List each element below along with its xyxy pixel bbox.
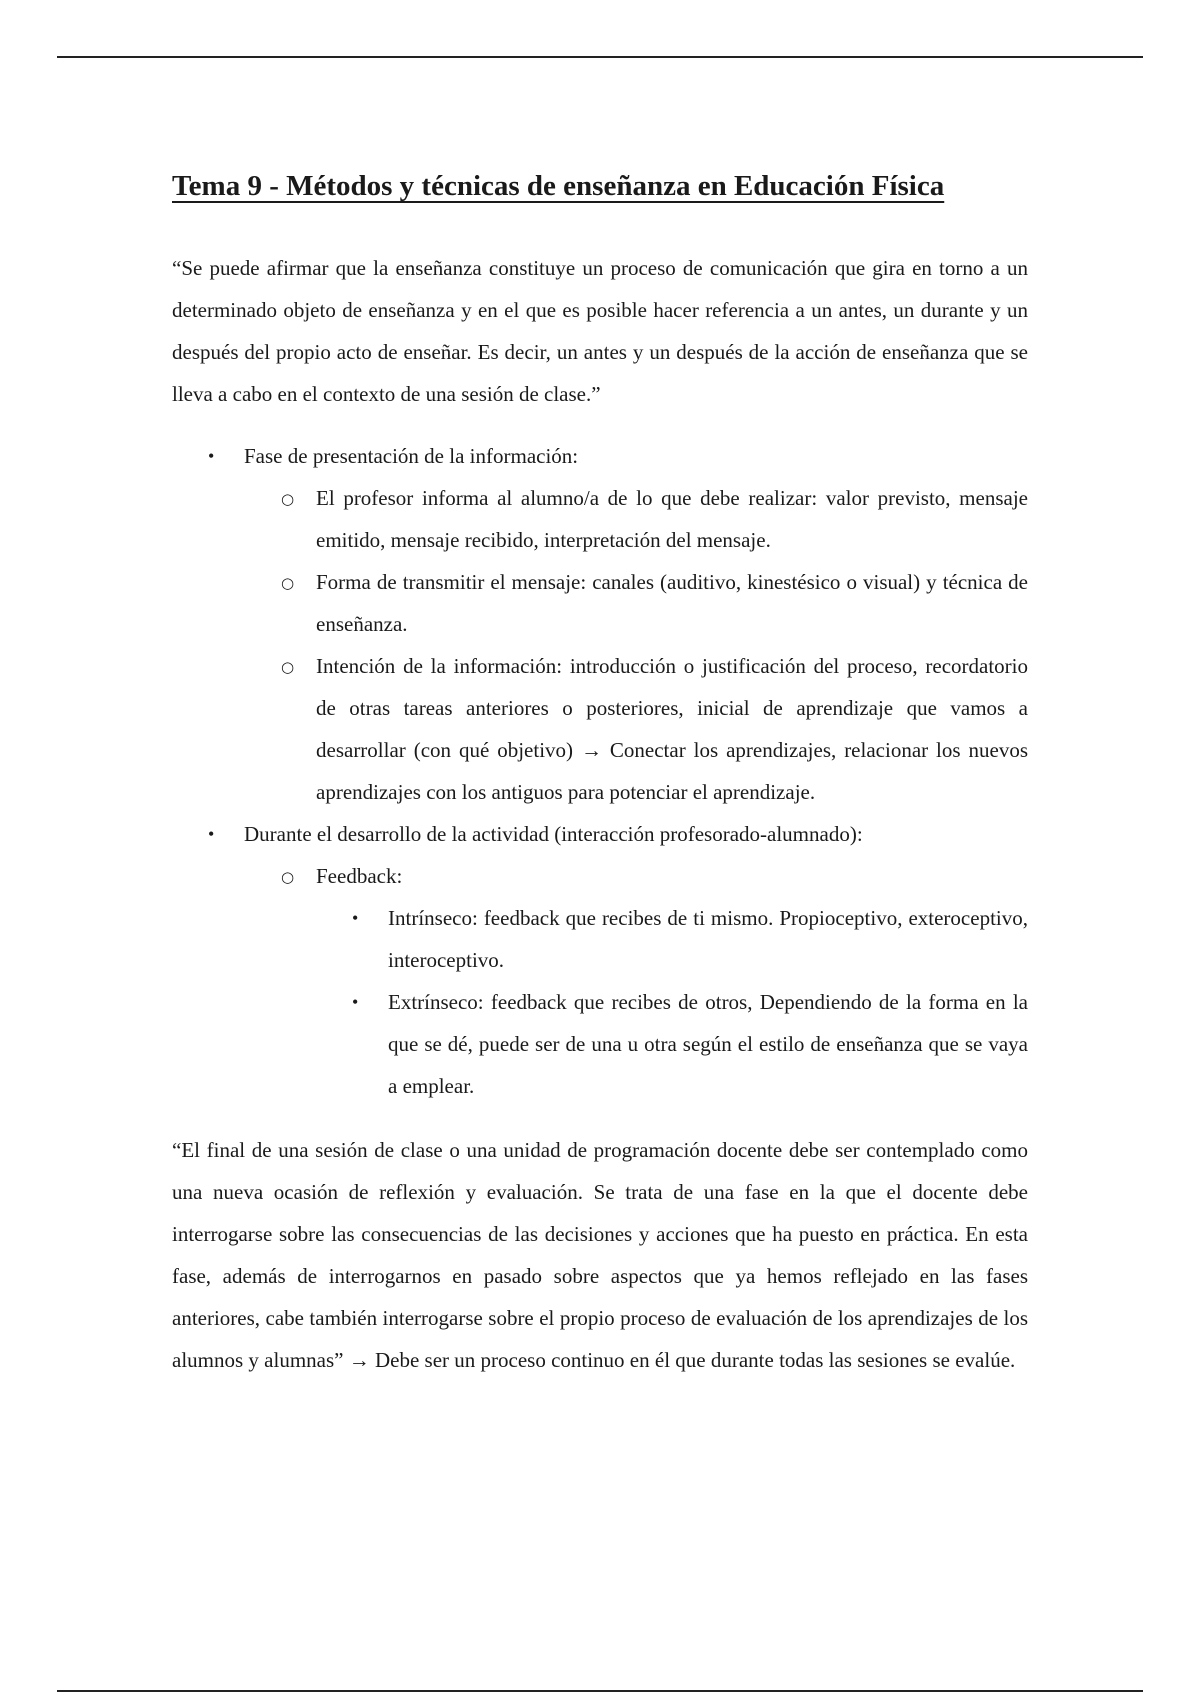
presentation-sublist [244,477,1028,813]
list-item-phase-development [172,813,1028,1107]
list-item [244,561,1028,645]
list-item-text: El profesor informa al alumno/a de lo que debe realizar: valor previsto, mensaje emitido, mensaje recibido, interpretación del mensaje. [316,486,1028,552]
feedback-label: Feedback: [316,864,403,888]
circle-bullet-icon: ○ [281,574,295,592]
list-item-text: Forma de transmitir el mensaje: canales (auditivo, kinestésico o visual) y técnica de enseñanza. [316,570,1028,636]
bullet-icon: • [352,908,359,928]
page-title: Tema 9 - Métodos y técnicas de enseñanza en Educación Física [172,170,945,202]
bullet-icon: • [208,824,215,844]
closing-quote: “El final de una sesión de clase o una unidad de programación docente debe ser contemplado como una nueva ocasión de reflexión y evaluación. Se trata de una fase en la que el docente debe interrogarse sobre las consecuencias de las decisiones y acciones que ha puesto en práctica. En esta fase, además de interrogarnos en pasado sobre aspectos que ya hemos reflejado en las fases anteriores, cabe también interrogarse sobre el propio proceso de evaluación de los aprendizajes de los alumnos y alumnas” → Debe ser un proceso continuo en él que durante todas las sesiones se evalúe. [172,1138,1028,1372]
list-item-text: Intrínseco: feedback que recibes de ti mismo. Propioceptivo, exteroceptivo, interoceptivo. [388,906,1028,972]
circle-bullet-icon: ○ [281,658,295,676]
bullet-icon: • [208,446,215,466]
list-item-phase-presentation [172,435,1028,813]
feedback-sublist [316,897,1028,1107]
intro-quote: “Se puede afirmar que la enseñanza constituye un proceso de comunicación que gira en torno a un determinado objeto de enseñanza y en el que es posible hacer referencia a un antes, un durante y un después del propio acto de enseñar. Es decir, un antes y un después de la acción de enseñanza que se lleva a cabo en el contexto de una sesión de clase.” [172,256,1028,406]
phase-label: Durante el desarrollo de la actividad (interacción profesorado-alumnado): [244,822,863,846]
phase-label: Fase de presentación de la información: [244,444,579,468]
document-body [172,165,1028,1381]
list-item [316,981,1028,1107]
bullet-icon: • [352,992,359,1012]
footer-rule [57,1690,1143,1692]
phases-list [172,435,1028,1107]
header-rule [57,56,1143,58]
circle-bullet-icon: ○ [281,868,295,886]
list-item [244,645,1028,813]
list-item-text: Intención de la información: introducción o justificación del proceso, recordatorio de otras tareas anteriores o posteriores, inicial de aprendizaje que vamos a desarrollar (con qué objetivo) → Conectar los aprendizajes, relacionar los nuevos aprendizajes con los antiguos para potenciar el aprendizaje. [316,654,1028,804]
development-sublist [244,855,1028,1107]
circle-bullet-icon: ○ [281,490,295,508]
list-item [244,477,1028,561]
list-item-feedback [244,855,1028,1107]
list-item [316,897,1028,981]
list-item-text: Extrínseco: feedback que recibes de otros, Dependiendo de la forma en la que se dé, puede ser de una u otra según el estilo de enseñanza que se vaya a emplear. [388,990,1028,1098]
